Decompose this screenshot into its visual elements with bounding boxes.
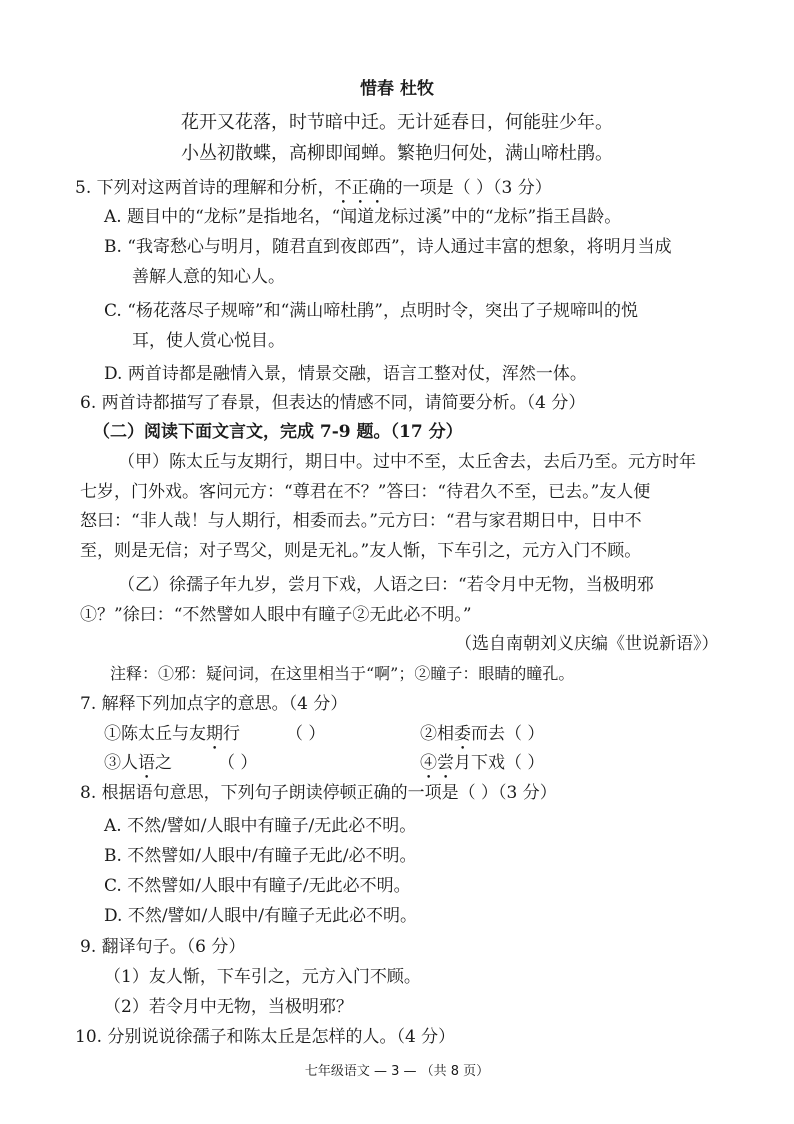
page-footer: 七年级语文 — 3 — （共 8 页） xyxy=(304,1064,490,1079)
passage-jia-line1: （甲）陈太丘与友期行，期日中。过中不至，太丘舍去，去后乃至。元方时年 xyxy=(118,452,696,472)
q7-item-2-blank: （ ） xyxy=(505,724,545,744)
q7-item-4-blank: （ ） xyxy=(505,753,545,773)
q7-item-3-dotted: 语 xyxy=(138,753,155,773)
question-5-stem xyxy=(75,177,552,208)
section-2-heading: （二）阅读下面文言文，完成 7-9 题。（17 分） xyxy=(93,422,463,442)
question-7-stem: 7. 解释下列加点字的意思。（4 分） xyxy=(80,694,348,714)
question-6: 6. 两首诗都描写了春景，但表达的情感不同，请简要分析。（4 分） xyxy=(80,393,586,413)
q7-item-1-dotted: 期 xyxy=(206,724,223,744)
q8-option-c: C. 不然譬如/人眼中有瞳子/无此必不明。 xyxy=(104,876,411,896)
q9-sentence-2: （2）若令月中无物，当极明邪？ xyxy=(104,997,353,1017)
q7-item-1: ①陈太丘与友期行 （ ） xyxy=(104,724,326,744)
q5-option-c-line1: C. “杨花落尽子规啼”和“满山啼杜鹃”，点明时令，突出了子规啼叫的悦 xyxy=(104,301,638,321)
q7-item-1-blank: （ ） xyxy=(286,724,326,744)
q7-item-4-dotted: ④尝 xyxy=(420,753,454,773)
question-10: 10. 分别说说徐孺子和陈太丘是怎样的人。（4 分） xyxy=(75,1027,456,1047)
q5-stem-a: 5. 下列对这两首诗的理解和分析， xyxy=(75,178,335,198)
passage-jia-line2: 七岁，门外戏。客问元方：“尊君在不？”答曰：“待君久不至，已去。”友人便 xyxy=(80,482,651,502)
poem-title: 惜春 杜牧 xyxy=(360,79,434,99)
passage-note: 注释：①邪：疑问词，在这里相当于“啊”；②瞳子：眼睛的瞳孔。 xyxy=(110,664,575,683)
question-8-stem: 8. 根据语句意思，下列句子朗读停顿正确的一项是（ ）（3 分） xyxy=(80,783,557,803)
q9-sentence-1: （1）友人惭，下车引之，元方入门不顾。 xyxy=(104,967,421,987)
q7-item-3-blank: （ ） xyxy=(218,753,258,773)
q5-option-b-line1: B. “我寄愁心与明月，随君直到夜郎西”，诗人通过丰富的想象，将明月当成 xyxy=(104,237,672,257)
q5-option-b-line2: 善解人意的知心人。 xyxy=(132,267,285,287)
poem-line-2: 小丛初散蝶，高柳即闻蝉。繁艳归何处，满山啼杜鹃。 xyxy=(181,143,613,164)
passage-jia-line4: 至，则是无信；对子骂父，则是无礼。”友人惭，下车引之，元方入门不顾。 xyxy=(80,541,642,561)
poem-line-1: 花开又花落，时节暗中迁。无计延春日，何能驻少年。 xyxy=(181,112,613,133)
q8-option-d: D. 不然/譬如/人眼中/有瞳子无此必不明。 xyxy=(104,906,418,926)
passage-yi-line2: ①？”徐曰：“不然譬如人眼中有瞳子②无此必不明。” xyxy=(80,605,472,625)
q5-option-c-line2: 耳，使人赏心悦目。 xyxy=(132,331,285,351)
q5-option-a: A. 题目中的“龙标”是指地名，“闻道龙标过溪”中的“龙标”指王昌龄。 xyxy=(104,207,622,227)
q5-option-d: D. 两首诗都是融情入景，情景交融，语言工整对仗，浑然一体。 xyxy=(104,364,587,384)
q7-item-2: ②相委而去（ ） xyxy=(420,724,545,744)
passage-jia-line3: 怒曰：“非人哉！与人期行，相委而去。”元方曰：“君与家君期日中，日中不 xyxy=(80,511,642,531)
passage-source: （选自南朝刘义庆编《世说新语》） xyxy=(455,634,719,654)
q5-stem-b: 的一项是（ ）（3 分） xyxy=(385,178,552,198)
q8-option-b: B. 不然譬如/人眼中/有瞳子无此/必不明。 xyxy=(104,846,417,866)
passage-yi-line1: （乙）徐孺子年九岁，尝月下戏，人语之曰：“若令月中无物，当极明邪 xyxy=(118,575,654,595)
q7-item-4: ④尝月下戏（ ） xyxy=(420,753,545,773)
q8-option-a: A. 不然/譬如/人眼中有瞳子/无此必不明。 xyxy=(104,816,417,836)
q7-item-2-dotted: 委 xyxy=(454,724,471,744)
question-9-stem: 9. 翻译句子。（6 分） xyxy=(80,937,246,957)
q7-item-3: ③人语之 （ ） xyxy=(104,753,258,773)
q5-stem-dotted: 不正确 xyxy=(334,178,386,198)
